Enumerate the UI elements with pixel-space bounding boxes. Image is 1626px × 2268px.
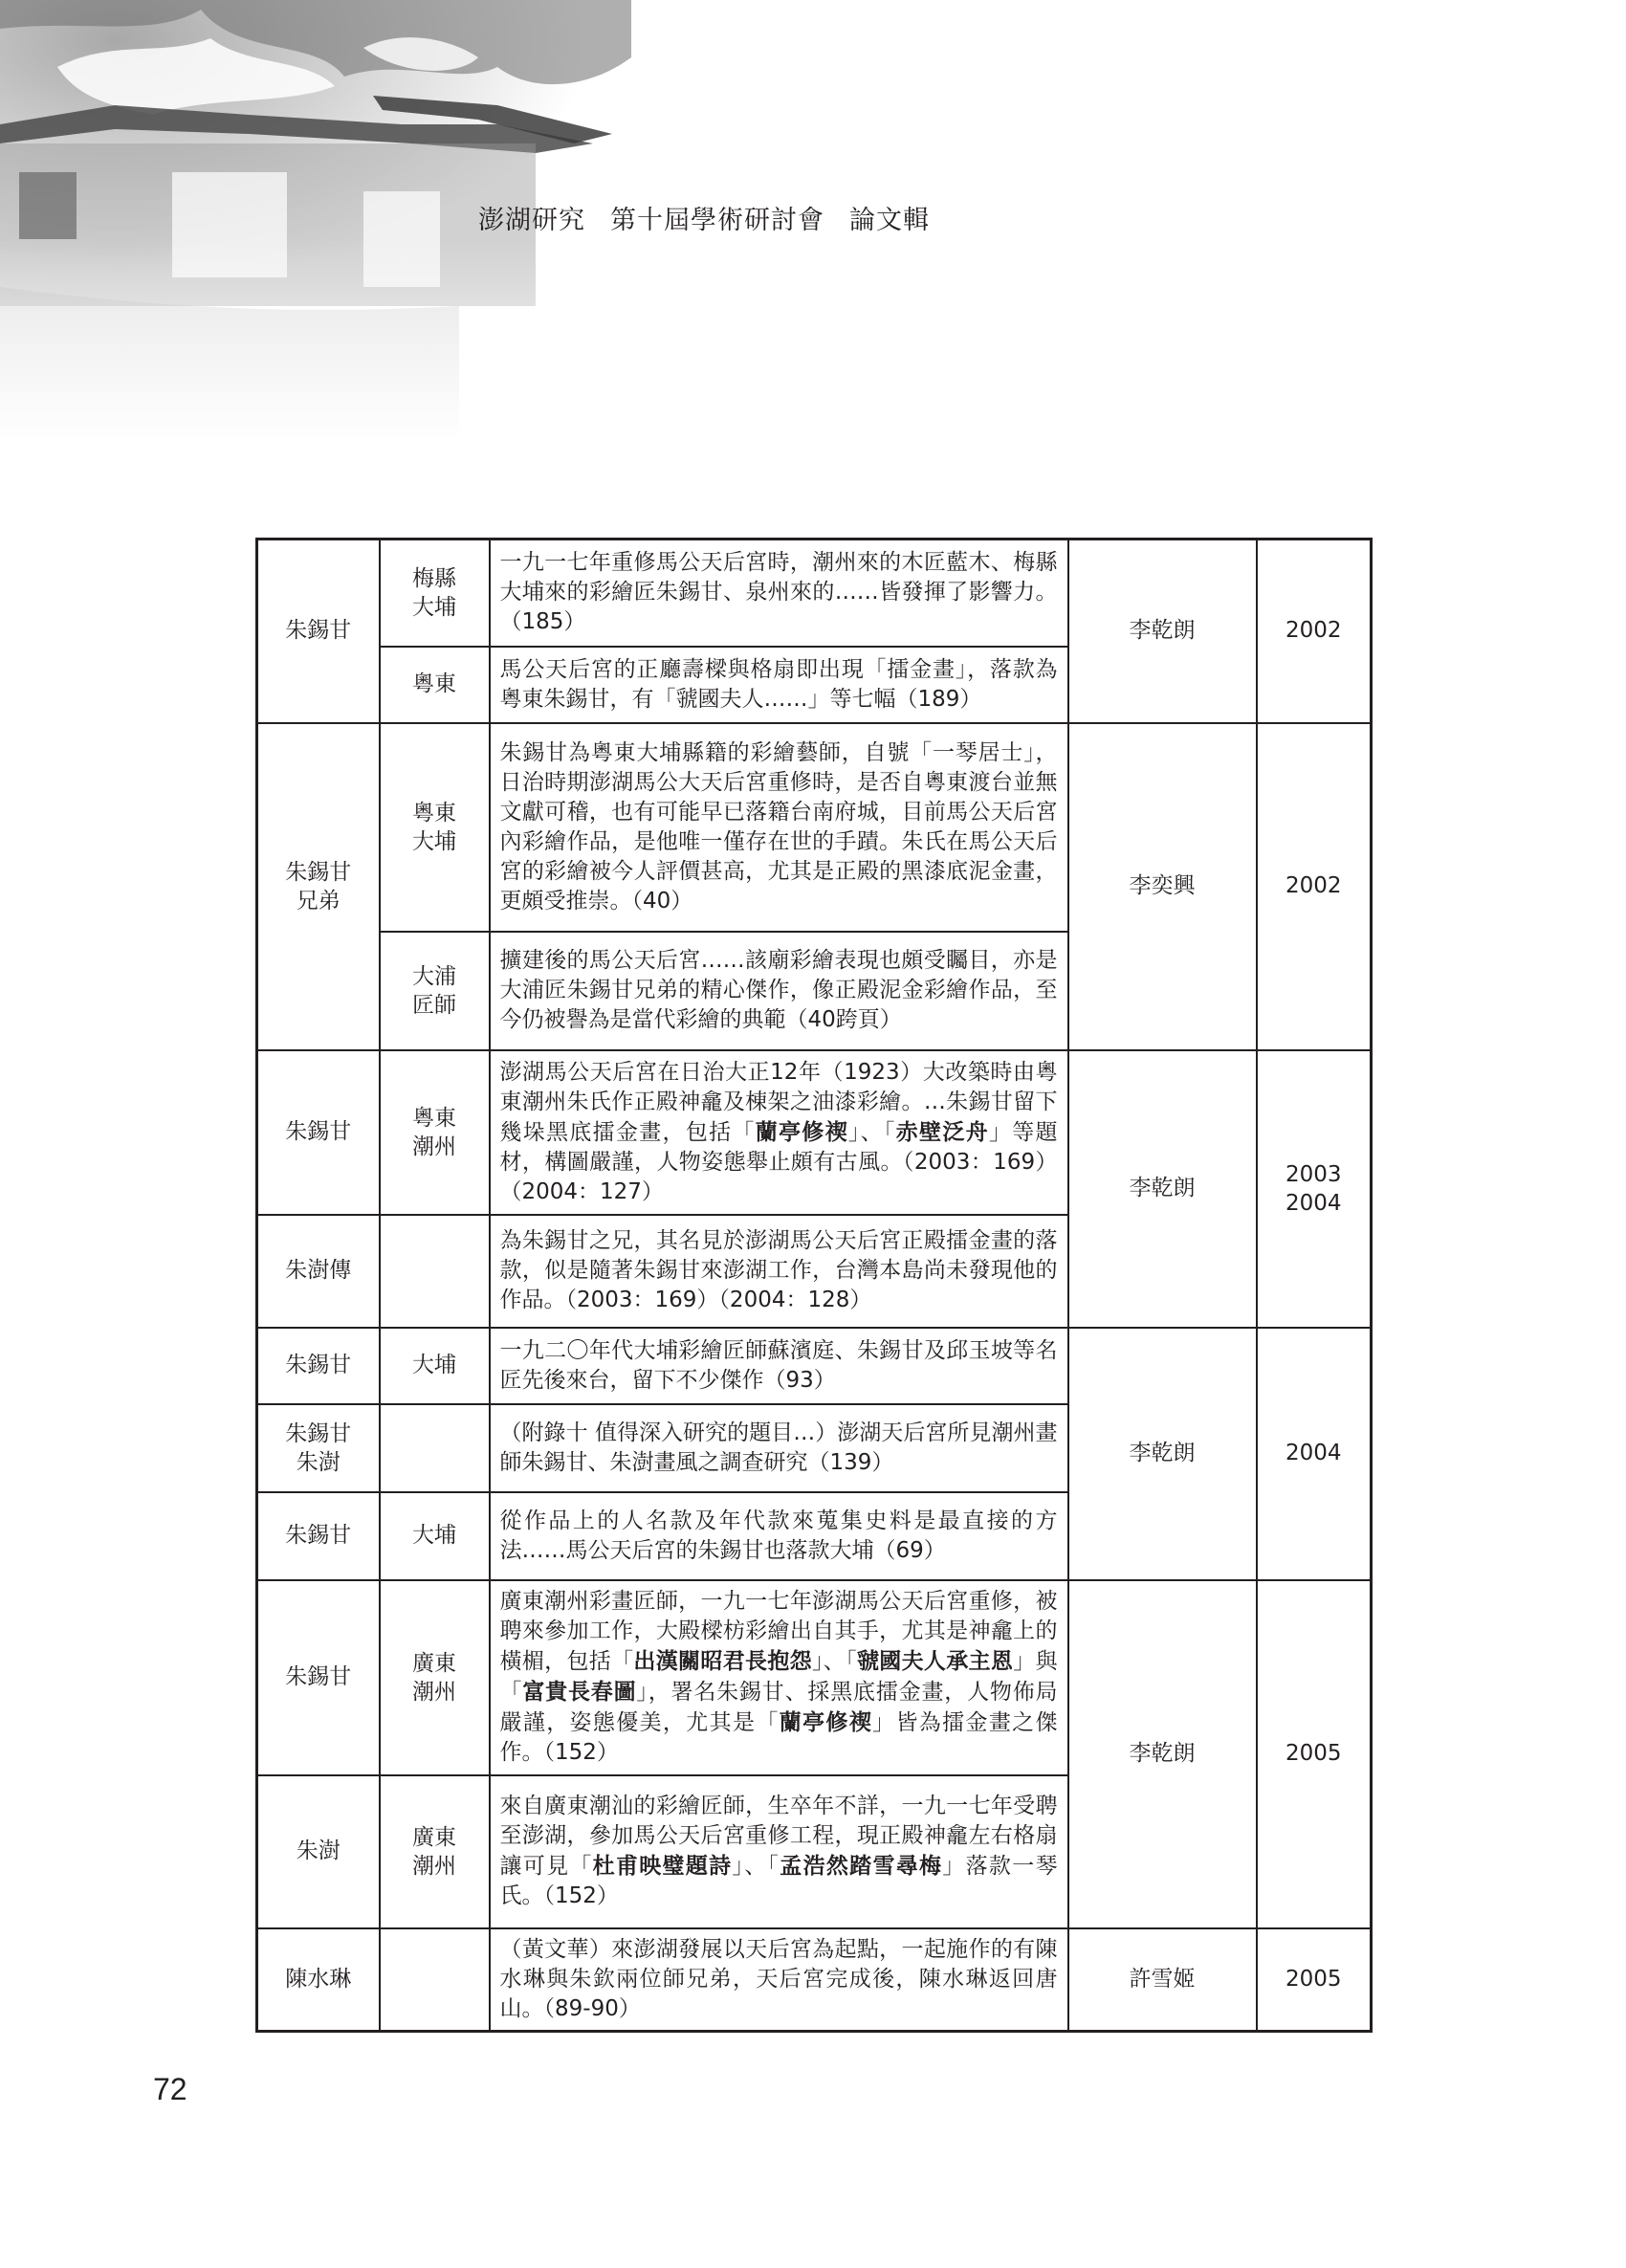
place-text: 廣東潮州 [412,1650,456,1705]
conference-title: 第十屆學術研討會 [610,206,824,235]
place-cell [380,1404,490,1492]
author-cell: 李奕興 [1068,723,1257,1050]
quote-cell: 為朱錫甘之兄，其名見於澎湖馬公天后宮正殿擂金畫的落款，似是隨著朱錫甘來澎湖工作，台灣本島尚未發現他的作品。（2003：169）（2004：128） [490,1215,1068,1328]
name-cell: 朱錫甘 [257,1328,380,1404]
author-cell: 李乾朗 [1068,1050,1257,1328]
name-cell: 朱錫甘 [257,539,380,723]
name-cell [257,1404,380,1492]
place-cell [380,1775,490,1928]
table-row [257,1580,1372,1775]
author-cell: 許雪姬 [1068,1928,1257,2032]
place-cell [380,932,490,1050]
year-cell: 2005 [1257,1928,1372,2032]
author-cell: 李乾朗 [1068,1328,1257,1580]
quote-text: 」皆為擂金畫之傑作。（152） [499,1710,1058,1765]
quote-text: 」，署名朱錫甘、採黑底擂金畫，人物佈局嚴謹，姿態優美，尤其是「 [499,1680,1058,1735]
artwork-title: 虢國夫人承主恩 [856,1648,1014,1674]
quote-cell [490,1775,1068,1928]
year-cell: 2002 [1257,723,1372,1050]
table-row [257,1328,1372,1404]
artwork-title: 赤壁泛舟 [895,1118,989,1145]
name-cell: 朱澍 [257,1775,380,1928]
name-text: 朱澍 [296,1449,341,1475]
name-text: 朱錫甘兄弟 [285,859,352,914]
place-text: 廣東潮州 [412,1824,456,1879]
author-cell: 李乾朗 [1068,539,1257,723]
quote-cell [490,1580,1068,1775]
artwork-title: 富貴長春圖 [522,1679,637,1705]
quote-cell: （附錄十 值得深入研究的題目…）澎湖天后宮所見潮州畫師朱錫甘、朱澍畫風之調查研究（139） [490,1404,1068,1492]
place-cell [380,1050,490,1215]
place-cell [380,723,490,932]
year-cell: 2005 [1257,1580,1372,1928]
quote-cell: 馬公天后宮的正廳壽樑與格扇即出現「擂金畫」，落款為粵東朱錫甘，有「虢國夫人……」等七幅（189） [490,647,1068,723]
table-row [257,723,1372,932]
quote-cell: 一九一七年重修馬公天后宮時，潮州來的木匠藍木、梅縣大埔來的彩繪匠朱錫甘、泉州來的……皆發揮了影響力。（185） [490,539,1068,647]
table-row [257,1050,1372,1215]
author-cell: 李乾朗 [1068,1580,1257,1928]
quote-text: 」與「 [499,1649,1058,1705]
quote-text: 」、「 [732,1854,780,1879]
year-cell: 2004 [1257,1328,1372,1580]
quote-text: 」、「 [811,1649,857,1674]
collection-title: 論文輯 [849,206,930,235]
name-cell: 朱錫甘 [257,1050,380,1215]
artwork-title: 孟浩然踏雪尋梅 [780,1853,943,1879]
artwork-title: 蘭亭修禊 [755,1118,848,1145]
name-cell: 朱錫甘 [257,1492,380,1580]
year-text: 2004 [1285,1190,1342,1216]
quote-cell [490,1050,1068,1215]
quote-text: 廣東潮州彩畫匠師，一九一七年澎湖馬公天后宮重修，被聘來參加工作，大殿樑枋彩繪出自其手，尤其是神龕上的橫楣，包括「 [499,1589,1058,1674]
name-cell: 朱澍傳 [257,1215,380,1328]
place-cell [380,1215,490,1328]
name-text: 朱錫甘 [285,1420,352,1446]
quote-text: 」、「 [847,1119,896,1145]
place-text: 粵東大埔 [412,800,456,854]
quote-cell: 朱錫甘為粵東大埔縣籍的彩繪藝師，自號「一琴居士」，日治時期澎湖馬公大天后宮重修時，是否自粵東渡台並無文獻可稽，也有可能早已落籍台南府城，目前馬公天后宮內彩繪作品，是他唯一僅存在世的手蹟。朱氏在馬公天后宮的彩繪被今人評價甚高，尤其是正殿的黑漆底泥金畫，更頗受推崇。（40） [490,723,1068,932]
place-text: 粵東潮州 [412,1105,456,1159]
year-cell: 2002 [1257,539,1372,723]
place-cell [380,1928,490,2032]
quote-cell: 擴建後的馬公天后宮……該廟彩繪表現也頗受矚目，亦是大浦匠朱錫甘兄弟的精心傑作，像正殿泥金彩繪作品，至今仍被譽為是當代彩繪的典範（40跨頁） [490,932,1068,1050]
quote-text: 」落款一琴氏。（152） [499,1854,1058,1908]
running-head [478,199,930,236]
page-number: 72 [153,2072,187,2106]
quote-cell: （黃文華）來澎湖發展以天后宮為起點，一起施作的有陳水琳與朱欽兩位師兄弟，天后宮完成後，陳水琳返回唐山。（89-90） [490,1928,1068,2032]
year-cell [1257,1050,1372,1328]
name-cell [257,723,380,1050]
artwork-title: 杜甫映璧題詩 [592,1853,733,1879]
place-text: 梅縣大埔 [412,565,456,620]
quote-cell: 從作品上的人名款及年代款來蒐集史料是最直接的方法……馬公天后宮的朱錫甘也落款大埔（69） [490,1492,1068,1580]
place-cell: 大埔 [380,1328,490,1404]
quote-text: 」等題材，構圖嚴謹，人物姿態舉止頗有古風。（2003：169）（2004：127） [499,1119,1058,1204]
literature-table [255,538,1373,2033]
quote-text: 澎湖馬公天后宮在日治大正12年（1923）大改築時由粵東潮州朱氏作正殿神龕及棟架之油漆彩繪。…朱錫甘留下幾垛黑底擂金畫，包括「 [499,1059,1058,1145]
place-cell [380,1580,490,1775]
artwork-title: 蘭亭修禊 [779,1709,873,1735]
place-cell: 粵東 [380,647,490,723]
artwork-title: 出漢關昭君長抱怨 [633,1648,812,1674]
place-text: 大浦匠師 [412,963,456,1018]
name-cell: 朱錫甘 [257,1580,380,1775]
table-row [257,539,1372,647]
place-cell: 大埔 [380,1492,490,1580]
table-row [257,1928,1372,2032]
quote-cell: 一九二〇年代大埔彩繪匠師蘇濱庭、朱錫甘及邱玉坡等名匠先後來台，留下不少傑作（93） [490,1328,1068,1404]
year-text: 2003 [1285,1161,1342,1187]
place-cell [380,539,490,647]
journal-title: 澎湖研究 [478,206,585,235]
name-cell: 陳水琳 [257,1928,380,2032]
quote-text: 來自廣東潮汕的彩繪匠師，生卒年不詳，一九一七年受聘至澎湖，參加馬公天后宮重修工程，現正殿神龕左右格扇讓可見「 [499,1794,1058,1879]
